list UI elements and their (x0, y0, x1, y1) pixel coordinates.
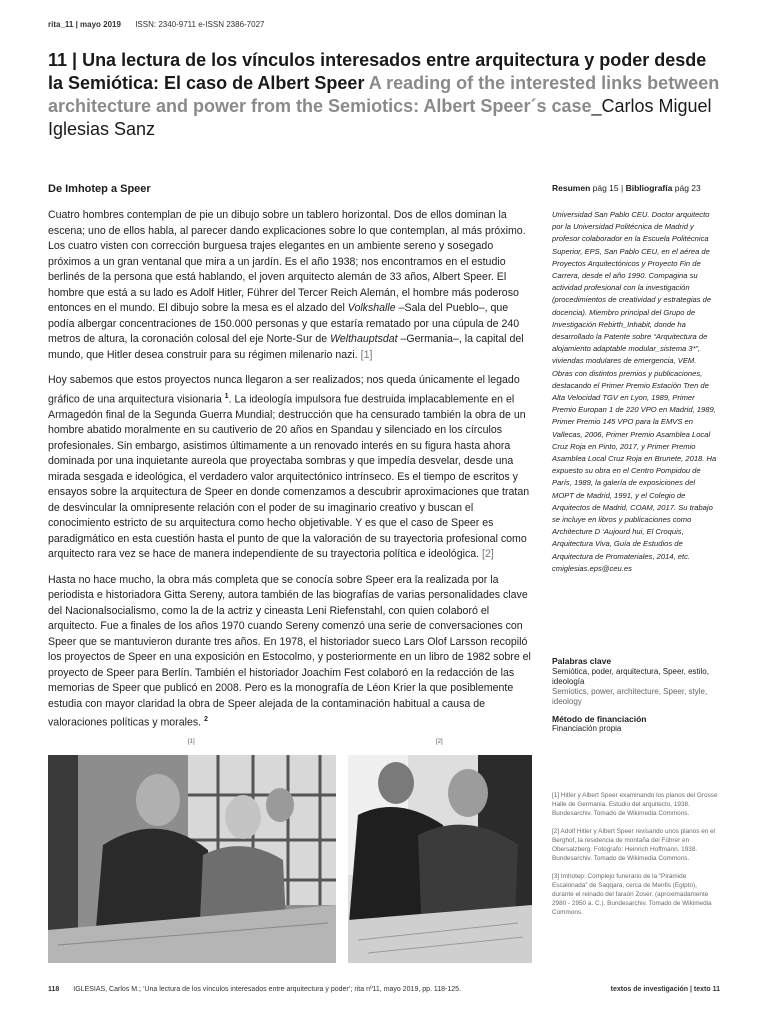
funding-value: Financiación propia (552, 724, 622, 733)
keywords-label: Palabras clave (552, 656, 612, 666)
p3-text-a: Hasta no hace mucho, la obra más completa que se conocía sobre Speer era la realizada por la periodista e historiadora Gitta Sereny, autora también de las biografías de varias personalidades clave del Nacionalsocialismo, como la de la actriz y cineasta Leni Riefenstahl, con quien colaboró el arquitecto. Fue a finales de los años 1970 cuando Sereny comenzó una serie de conversaciones con Speer que se mantuvieron durante tres años. En 1978, el historiador sueco Lars Olof Larsson recopiló los proyectos de Speer en una exposición en Estocolmo, y posteriormente en un libro de 1982 sobre el proyecto de Speer para Berlín. También el historiador Joachim Fest colaboró en la redacción de las memorias de Speer que publicó en 2008. Pero es la monografía de Léon Krier la que posiblemente estudia con mayor claridad la obra de Speer alejada de la contaminación habitual a causa de valoraciones políticas y morales. (48, 573, 531, 729)
p1-text-b: –Sala del Pueblo–, que podía albergar concentraciones de 150.000 personas y que estaría rematado por una cúpula de 240 metros de altura, la coronación colosal del eje Norte-Sur de (48, 302, 520, 345)
figure-label-1: [1] (188, 739, 195, 745)
issue-label: rita_11 | mayo 2019 (48, 20, 121, 29)
footer-citation (48, 986, 461, 993)
resumen-page: pág 15 (592, 183, 619, 193)
author-name: _Carlos Miguel Iglesias Sanz (48, 96, 712, 139)
photo-2-graphic (348, 755, 532, 963)
bibliografia-link[interactable]: Bibliografía (625, 183, 673, 193)
title-english: A reading of the interested links between architecture and power from the Semiotics: Albert Speer´s case (48, 73, 720, 116)
separator: | (621, 183, 626, 193)
issn-label: ISSN: 2340-9711 e-ISSN 2386-7027 (135, 20, 265, 29)
figure-label-2: [2] (436, 739, 443, 745)
journal-header (48, 20, 264, 29)
paragraph-2 (48, 373, 532, 563)
bio-text: Universidad San Pablo CEU. Doctor arquitecto por la Universidad Politécnica de Madrid y profesor colaborador en la Escuela Politécnica Superior, EPS, San Pablo CEU, en el aérea de Proyectos Arquitectónicos y Proyecto Fin de Carrera, desde el año 1990. Compagina su actividad profesional con la investigación (procedimientos de creatividad y estrategias de docencia). Miembro principal del Grupo de Investigación Rebirth_Inhabit, donde ha desarrollado la Patente sobre “Arquitectura de alojamiento adaptable modular_sistema 3*”, viviendas modulares de emergencia, VEM. Obras con distintos premios y publicaciones, destacando el Primer Premio Estación Tren de Alta Velocidad TGV en Lyon, 1989, Primer Premio Europan 1 de 220 VPO en Madrid, 1989, Primer Premio 145 VPO para la EMVS en Vallecas, 2006, Primer Premio Asamblea Local Cruz Roja en Pinto, 2017, y Primer Premio Asamblea Local Cruz Roja en Brunete, 2018. Ha expuesto su obra en el Centro Pompidou de París, 1989, la galería de exposiciones del MOPT de Madrid, 1991, y el Colegio de Arquitectos de Madrid, COAM, 2017. Su trabajo se incluye en libros y publicaciones como Architecture D ‘Aujourd hui, El Croquis, Arquitectura Viva, Guía de Estudios de Arquitectura de Promateriales, 2014, etc. (552, 210, 717, 561)
citation-text: IGLESIAS, Carlos M.; ‘Una lectura de los vínculos interesados entre arquitectura y poder’; rita nº11, mayo 2019, pp. 118-125. (73, 986, 462, 993)
footer-section: textos de investigación | texto 11 (610, 986, 720, 993)
photo-hitler-speer-berghof (348, 755, 532, 963)
p1-italic-volkshalle: Volkshalle (347, 302, 396, 314)
caption-1: [1] Hitler y Albert Speer examinando los planos del Grosse Halle de Germania. Estudio del arquitecto, 1938. Bundesarchiv. Tomado de Wikimedia Commons. (552, 792, 718, 817)
resumen-link[interactable]: Resumen (552, 183, 591, 193)
footnote-ref-1[interactable]: 1 (224, 392, 229, 400)
footnote-ref-2[interactable]: 2 (204, 716, 208, 724)
abstract-links (552, 183, 701, 193)
p2-text-a: Hoy sabemos que estos proyectos nunca llegaron a ser realizados; nos queda únicamente el legado gráfico de una arquitectura visionaria (48, 374, 520, 406)
body-text (48, 208, 532, 741)
funding-label: Método de financiación (552, 714, 647, 724)
paragraph-3 (48, 573, 532, 732)
article-title (48, 49, 720, 141)
page-number: 118 (48, 986, 60, 993)
funding-block (552, 714, 646, 734)
paragraph-1 (48, 208, 532, 363)
p2-text-b: . La ideología impulsora fue destruida implacablemente en el Armagedón final de la Segunda Guerra Mundial; destrucción que ha censurado también la obra de un hombre abatido moralmente en su cautiverio de 20 años en Spandau y silenciado en los círculos profesionales. Sin embargo, asistimos últimamente a un renovado interés en su figura hasta ahora dominada por una inquietante aureola que proyectaba sombras y que impedía desvelar, desde una mirada sesgada e ideológica, el verdadero valor arquitectónico intrínseco. Es el tiempo de escritos y ensayos sobre la arquitectura de Speer en donde comenzamos a descubrir aproximaciones que tratan de desvincular la omnipresente relación con el poder de su imaginario creativo y buscan el conocimiento estricto de su arquitectura como hecho objetivable. Y es que el caso de Speer es paradigmático en esta cuestión hasta el punto de que la valoración de su trayectoria profesional como arquitecto rara vez se hace de manera independiente de su trayectoria política e ideológica. (48, 393, 530, 561)
keywords-english: Semiotics, power, architecture, Speer, style, ideology (552, 687, 708, 706)
figure-ref-1[interactable]: [1] (360, 348, 373, 361)
p1-italic-welthauptsdat: Welthauptsdat (330, 333, 398, 345)
figure-ref-2[interactable]: [2] (482, 548, 494, 561)
author-bio (552, 209, 718, 575)
section-heading: De Imhotep a Speer (48, 183, 151, 195)
photo-hitler-speer-studio (48, 755, 336, 963)
photo-1-graphic (48, 755, 336, 963)
caption-3: [3] Imhotep: Complejo funerario de la “Pirámide Escalonada” de Saqqara, cerca de Menfis (Egipto), durante el reinado del faraón Zoser. (aproximadamente 2980 - 2950 a. C.). Bundesarchiv. Tomado de Wikimedia Commons. (552, 873, 712, 916)
p1-text-c: –Germania–, la capital del mundo, que Hitler desea construir para su régimen milenario nazi. (48, 333, 524, 361)
title-spanish: 11 | Una lectura de los vínculos interesados entre arquitectura y poder desde la Semiótica: El caso de Albert Speer (48, 50, 707, 93)
bibliografia-page: pág 23 (674, 183, 701, 193)
p1-text-a: Cuatro hombres contemplan de pie un dibujo sobre un tablero horizontal. Dos de ellos dominan la escena; uno de ellos habla, al parecer dando explicaciones sobre lo que contemplan, al más próximo. Los cuatro visten con corrección burguesa trajes elegantes en un ambiente sereno y sosegado próximos a un gran ventanal que mira a un jardín. Es el año 1938; nos encontramos en el estudio berlinés de la persona que está hablando, el joven arquitecto alemán de 33 años, Albert Speer. El hombre que está a su lado es Adolf Hitler, Führer del Tercer Reich Alemán, el hombre más poderoso entonces en el mundo. El dibujo sobre la mesa es el alzado del (48, 209, 526, 314)
author-email[interactable]: cmiglesias.eps@ceu.es (552, 563, 632, 573)
keywords-spanish: Semiótica, poder, arquitectura, Speer, estilo, ideología (552, 667, 709, 686)
keywords-block (552, 656, 718, 707)
caption-2: [2] Adolf Hitler y Albert Speer revisando unos planos en el Berghof, la residencia de montaña del Führer en Obersalzberg. Fotografo: Heinrich Hoffmann. 1938. Bundesarchiv. Tomado de Wikimedia Commons. (552, 828, 716, 862)
figure-captions (552, 791, 718, 926)
